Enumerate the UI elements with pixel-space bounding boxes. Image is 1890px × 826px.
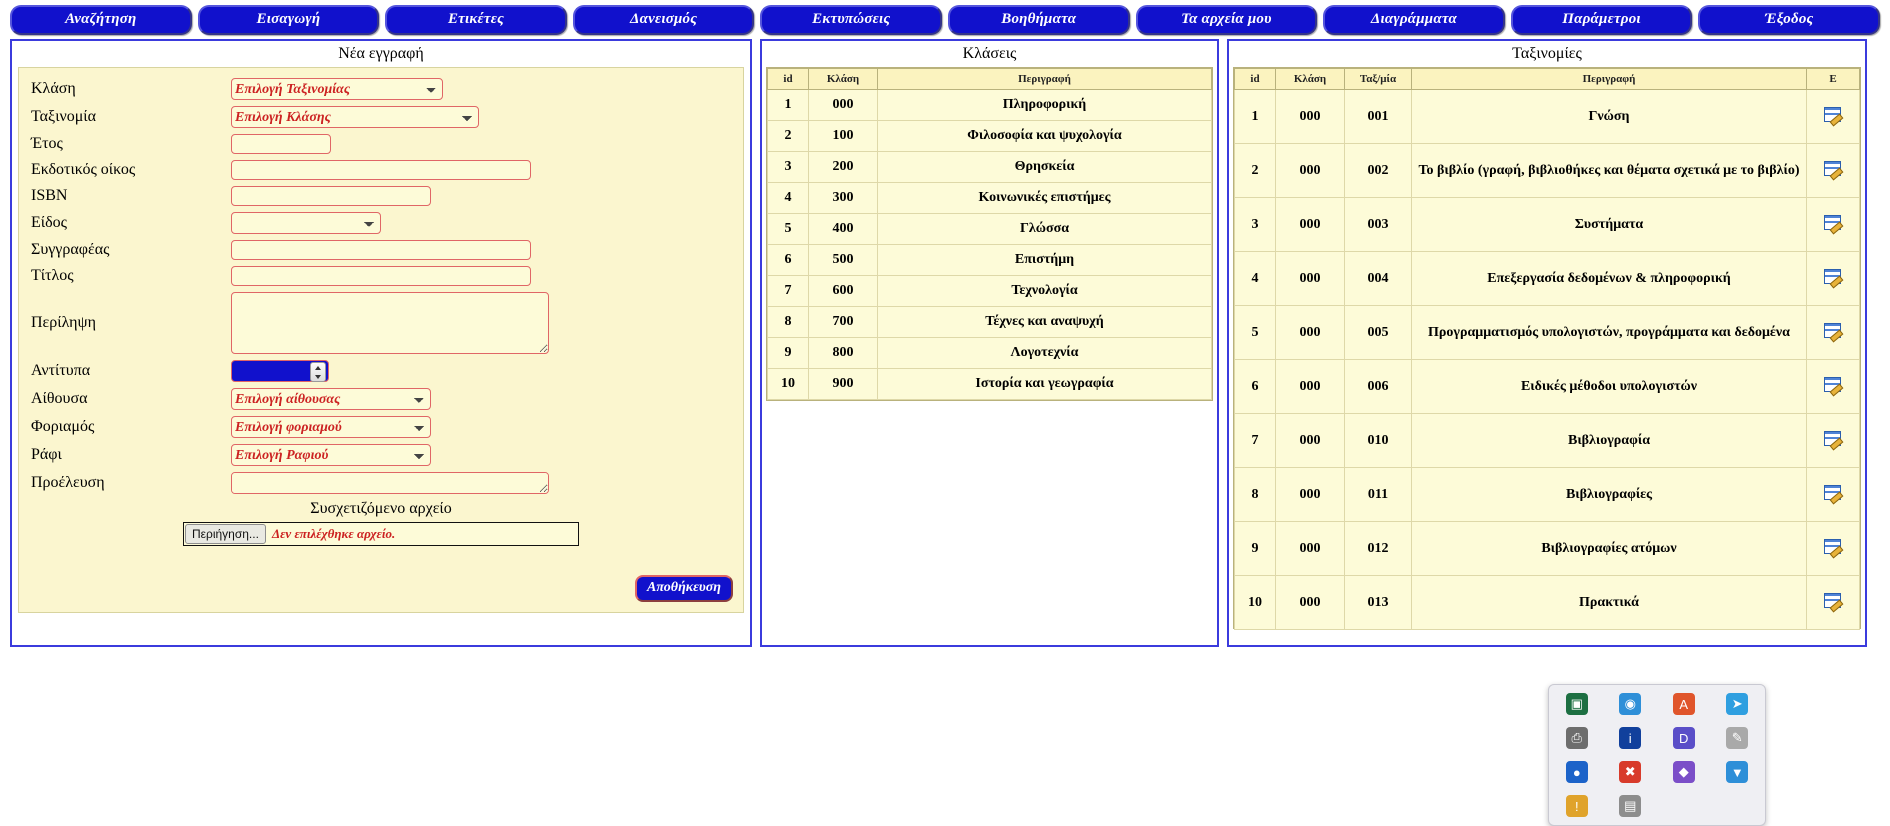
tax-row-tax: 002: [1345, 144, 1412, 198]
save-button[interactable]: Αποθήκευση: [635, 575, 733, 602]
tax-row-desc: Επεξεργασία δεδομένων & πληροφορική: [1412, 252, 1807, 306]
classes-table: [767, 68, 1212, 400]
tax-row-desc: Βιβλιογραφίες: [1412, 468, 1807, 522]
tax-row-class: 000: [1276, 252, 1345, 306]
tax-row-desc: Βιβλιογραφία: [1412, 414, 1807, 468]
class-row-id: 6: [768, 245, 809, 276]
tax-row-tax: 005: [1345, 306, 1412, 360]
table-row[interactable]: [768, 307, 1212, 338]
class-row-desc: Τεχνολογία: [878, 276, 1212, 307]
tax-row-desc: Ειδικές μέθοδοι υπολογιστών: [1412, 360, 1807, 414]
field-row-class: [19, 78, 743, 100]
class-row-desc: Φιλοσοφία και ψυχολογία: [878, 121, 1212, 152]
cabinet-select[interactable]: [231, 416, 431, 438]
nav-prints[interactable]: Εκτυπώσεις: [760, 5, 942, 35]
classes-header-desc: Περιγραφή: [878, 69, 1212, 90]
class-row-code: 200: [809, 152, 878, 183]
class-row-id: 8: [768, 307, 809, 338]
printer-icon[interactable]: ⎙: [1566, 727, 1588, 749]
tax-row-desc: Το βιβλίο (γραφή, βιβλιοθήκες και θέματα σχετικά με το βιβλίο): [1412, 144, 1807, 198]
field-row-copies: [19, 360, 743, 382]
tax-row-id: 6: [1235, 360, 1276, 414]
class-row-desc: Θρησκεία: [878, 152, 1212, 183]
origin-textarea[interactable]: [231, 472, 549, 494]
copies-stepper[interactable]: [231, 360, 329, 382]
class-row-id: 4: [768, 183, 809, 214]
tax-row-tax: 010: [1345, 414, 1412, 468]
cabinet-label: Φοριαμός: [31, 418, 95, 435]
author-input[interactable]: [231, 240, 531, 260]
table-row[interactable]: [768, 369, 1212, 400]
edit-icon[interactable]: [1824, 161, 1842, 176]
tax-row-class: 000: [1276, 360, 1345, 414]
taxonomies-header-row: [1235, 69, 1860, 90]
table-row[interactable]: [768, 276, 1212, 307]
edit-icon[interactable]: [1824, 107, 1842, 122]
isbn-input[interactable]: [231, 186, 431, 206]
taxonomies-table: [1234, 68, 1860, 630]
classes-header-id: id: [768, 69, 809, 90]
taxonomies-title: Ταξινομίες: [1229, 41, 1865, 67]
taxonomies-table-wrap: [1233, 67, 1861, 629]
summary-label: Περίληψη: [31, 314, 96, 331]
table-row[interactable]: [768, 338, 1212, 369]
field-row-publisher: [19, 160, 743, 180]
tax-header-class: Κλάση: [1276, 69, 1345, 90]
nav-search[interactable]: Αναζήτηση: [10, 5, 192, 35]
table-row[interactable]: [768, 183, 1212, 214]
table-row[interactable]: [1235, 414, 1860, 468]
field-row-author: [19, 240, 743, 260]
tax-row-edit-cell[interactable]: [1807, 144, 1860, 198]
tax-row-edit-cell[interactable]: [1807, 252, 1860, 306]
nav-insert[interactable]: Εισαγωγή: [198, 5, 380, 35]
tax-row-edit-cell[interactable]: [1807, 576, 1860, 630]
table-row[interactable]: [768, 121, 1212, 152]
tax-row-desc: Συστήματα: [1412, 198, 1807, 252]
class-row-desc: Κοινωνικές επιστήμες: [878, 183, 1212, 214]
tax-row-tax: 004: [1345, 252, 1412, 306]
class-row-desc: Γλώσσα: [878, 214, 1212, 245]
new-record-panel: [10, 39, 752, 647]
table-row[interactable]: [1235, 360, 1860, 414]
panels-row: [0, 39, 1890, 647]
tax-row-tax: 003: [1345, 198, 1412, 252]
table-row[interactable]: [768, 152, 1212, 183]
class-row-code: 300: [809, 183, 878, 214]
file-picker[interactable]: [183, 522, 579, 546]
tax-row-edit-cell[interactable]: [1807, 198, 1860, 252]
tax-row-id: 10: [1235, 576, 1276, 630]
taxonomy-select[interactable]: [231, 106, 479, 128]
file-picker-row: [19, 522, 743, 546]
nav-lending[interactable]: Δανεισμός: [573, 5, 755, 35]
publisher-label: Εκδοτικός οίκος: [31, 161, 136, 178]
origin-label: Προέλευση: [31, 474, 105, 491]
warning-icon[interactable]: !: [1566, 795, 1588, 817]
tax-row-desc: Γνώση: [1412, 90, 1807, 144]
field-row-summary: [19, 292, 743, 354]
shield-icon[interactable]: ◆: [1673, 761, 1695, 783]
author-label: Συγγραφέας: [31, 241, 110, 258]
tax-row-tax: 013: [1345, 576, 1412, 630]
nav-parameters[interactable]: Παράμετροι: [1511, 5, 1693, 35]
tax-row-class: 000: [1276, 198, 1345, 252]
tax-row-class: 000: [1276, 90, 1345, 144]
tax-row-desc: Πρακτικά: [1412, 576, 1807, 630]
tax-row-class: 000: [1276, 144, 1345, 198]
class-row-desc: Πληροφορική: [878, 90, 1212, 121]
class-row-code: 500: [809, 245, 878, 276]
class-row-code: 000: [809, 90, 878, 121]
title-input[interactable]: [231, 266, 531, 286]
table-row[interactable]: [1235, 468, 1860, 522]
class-label: Κλάση: [31, 80, 76, 97]
tax-row-edit-cell[interactable]: [1807, 360, 1860, 414]
room-select[interactable]: [231, 388, 431, 410]
close-icon[interactable]: ✖: [1619, 761, 1641, 783]
kind-label: Είδος: [31, 214, 67, 231]
class-row-id: 7: [768, 276, 809, 307]
year-label: Έτος: [31, 135, 63, 152]
taxonomy-label: Ταξινομία: [31, 108, 96, 125]
browser-icon[interactable]: ◉: [1619, 693, 1641, 715]
tax-header-tax: Ταξ/μία: [1345, 69, 1412, 90]
class-row-code: 100: [809, 121, 878, 152]
tax-row-id: 8: [1235, 468, 1276, 522]
class-row-desc: Λογοτεχνία: [878, 338, 1212, 369]
classes-header-row: [768, 69, 1212, 90]
nav-my-files[interactable]: Τα αρχεία μου: [1136, 5, 1318, 35]
classes-title: Κλάσεις: [762, 41, 1217, 67]
class-row-code: 400: [809, 214, 878, 245]
edit-icon[interactable]: [1824, 485, 1842, 500]
terminal-icon[interactable]: ▣: [1566, 693, 1588, 715]
field-row-title: [19, 266, 743, 286]
class-row-code: 700: [809, 307, 878, 338]
nav-labels[interactable]: Ετικέτες: [385, 5, 567, 35]
nav-helpers[interactable]: Βοηθήματα: [948, 5, 1130, 35]
tax-row-id: 9: [1235, 522, 1276, 576]
class-row-id: 2: [768, 121, 809, 152]
class-row-code: 900: [809, 369, 878, 400]
copies-spinner[interactable]: [310, 362, 326, 382]
edit-icon[interactable]: [1824, 539, 1842, 554]
tax-row-tax: 012: [1345, 522, 1412, 576]
field-row-cabinet: [19, 416, 743, 438]
table-row[interactable]: [768, 90, 1212, 121]
edit-icon[interactable]: [1824, 269, 1842, 284]
class-row-code: 800: [809, 338, 878, 369]
field-row-shelf: [19, 444, 743, 466]
record-icon[interactable]: ●: [1566, 761, 1588, 783]
tax-row-edit-cell[interactable]: [1807, 522, 1860, 576]
table-row[interactable]: [1235, 198, 1860, 252]
info-icon[interactable]: i: [1619, 727, 1641, 749]
shelf-label: Ράφι: [31, 446, 62, 463]
field-row-isbn: [19, 186, 743, 206]
tax-row-desc: Προγραμματισμός υπολογιστών, προγράμματα και δεδομένα: [1412, 306, 1807, 360]
tax-row-id: 3: [1235, 198, 1276, 252]
tax-row-tax: 011: [1345, 468, 1412, 522]
class-row-desc: Ιστορία και γεωγραφία: [878, 369, 1212, 400]
class-row-id: 3: [768, 152, 809, 183]
kind-select[interactable]: [231, 212, 381, 234]
table-row[interactable]: [1235, 576, 1860, 630]
edit-icon[interactable]: [1824, 431, 1842, 446]
room-label: Αίθουσα: [31, 390, 88, 407]
class-select[interactable]: [231, 78, 443, 100]
classes-table-wrap: [766, 67, 1213, 401]
tax-row-id: 2: [1235, 144, 1276, 198]
field-row-room: [19, 388, 743, 410]
tax-header-desc: Περιγραφή: [1412, 69, 1807, 90]
table-row[interactable]: [1235, 144, 1860, 198]
dictionary-icon[interactable]: D: [1673, 727, 1695, 749]
class-row-id: 9: [768, 338, 809, 369]
table-row[interactable]: [1235, 306, 1860, 360]
tax-row-tax: 006: [1345, 360, 1412, 414]
download-icon[interactable]: ▼: [1726, 761, 1748, 783]
new-record-form: [18, 67, 744, 613]
taxonomies-panel: [1227, 39, 1867, 647]
tax-row-id: 1: [1235, 90, 1276, 144]
tax-row-class: 000: [1276, 468, 1345, 522]
tax-row-id: 4: [1235, 252, 1276, 306]
tax-row-tax: 001: [1345, 90, 1412, 144]
edit-icon[interactable]: [1824, 593, 1842, 608]
field-row-taxonomy: [19, 106, 743, 128]
class-row-desc: Τέχνες και αναψυχή: [878, 307, 1212, 338]
tax-row-edit-cell[interactable]: [1807, 306, 1860, 360]
tax-row-edit-cell[interactable]: [1807, 468, 1860, 522]
class-row-id: 5: [768, 214, 809, 245]
table-row[interactable]: [1235, 522, 1860, 576]
tax-row-edit-cell[interactable]: [1807, 414, 1860, 468]
field-row-year: [19, 134, 743, 154]
telegram-icon[interactable]: ➤: [1726, 693, 1748, 715]
class-row-id: 10: [768, 369, 809, 400]
spinner-up-icon[interactable]: [315, 366, 321, 370]
table-row[interactable]: [1235, 90, 1860, 144]
class-row-code: 600: [809, 276, 878, 307]
tax-row-id: 7: [1235, 414, 1276, 468]
tax-row-edit-cell[interactable]: [1807, 90, 1860, 144]
browse-button[interactable]: Περιήγηση...: [185, 524, 266, 544]
tax-header-id: id: [1235, 69, 1276, 90]
spinner-down-icon[interactable]: [315, 375, 321, 379]
edit-icon[interactable]: [1824, 215, 1842, 230]
nav-diagrams[interactable]: Διαγράμματα: [1323, 5, 1505, 35]
tax-row-desc: Βιβλιογραφίες ατόμων: [1412, 522, 1807, 576]
classes-panel: [760, 39, 1219, 647]
attached-file-label: Συσχετιζόμενο αρχείο: [310, 500, 452, 517]
tax-row-class: 000: [1276, 576, 1345, 630]
field-row-origin: [19, 472, 743, 494]
shelf-select[interactable]: [231, 444, 431, 466]
class-row-id: 1: [768, 90, 809, 121]
table-row[interactable]: [1235, 252, 1860, 306]
tax-row-class: 000: [1276, 306, 1345, 360]
class-row-desc: Επιστήμη: [878, 245, 1212, 276]
clipboard-icon[interactable]: ▤: [1619, 795, 1641, 817]
year-input[interactable]: [231, 134, 331, 154]
table-row[interactable]: [768, 245, 1212, 276]
table-row[interactable]: [768, 214, 1212, 245]
tax-row-class: 000: [1276, 522, 1345, 576]
classes-header-class: Κλάση: [809, 69, 878, 90]
summary-textarea[interactable]: [231, 292, 549, 354]
isbn-label: ISBN: [31, 187, 68, 204]
edit-icon[interactable]: [1824, 377, 1842, 392]
publisher-input[interactable]: [231, 160, 531, 180]
edit-icon[interactable]: [1824, 323, 1842, 338]
main-navigation: [0, 0, 1890, 39]
field-row-kind: [19, 212, 743, 234]
pdf-icon[interactable]: A: [1673, 693, 1695, 715]
tax-header-edit: Ε: [1807, 69, 1860, 90]
file-status-text: Δεν επιλέχθηκε αρχείο.: [271, 526, 396, 541]
pencil-icon[interactable]: ✎: [1726, 727, 1748, 749]
floating-toolbox[interactable]: [1548, 684, 1766, 826]
copies-label: Αντίτυπα: [31, 362, 91, 379]
tax-row-class: 000: [1276, 414, 1345, 468]
tax-row-id: 5: [1235, 306, 1276, 360]
title-label: Τίτλος: [31, 267, 74, 284]
nav-exit[interactable]: Έξοδος: [1698, 5, 1880, 35]
new-record-title: Νέα εγγραφή: [12, 41, 750, 67]
